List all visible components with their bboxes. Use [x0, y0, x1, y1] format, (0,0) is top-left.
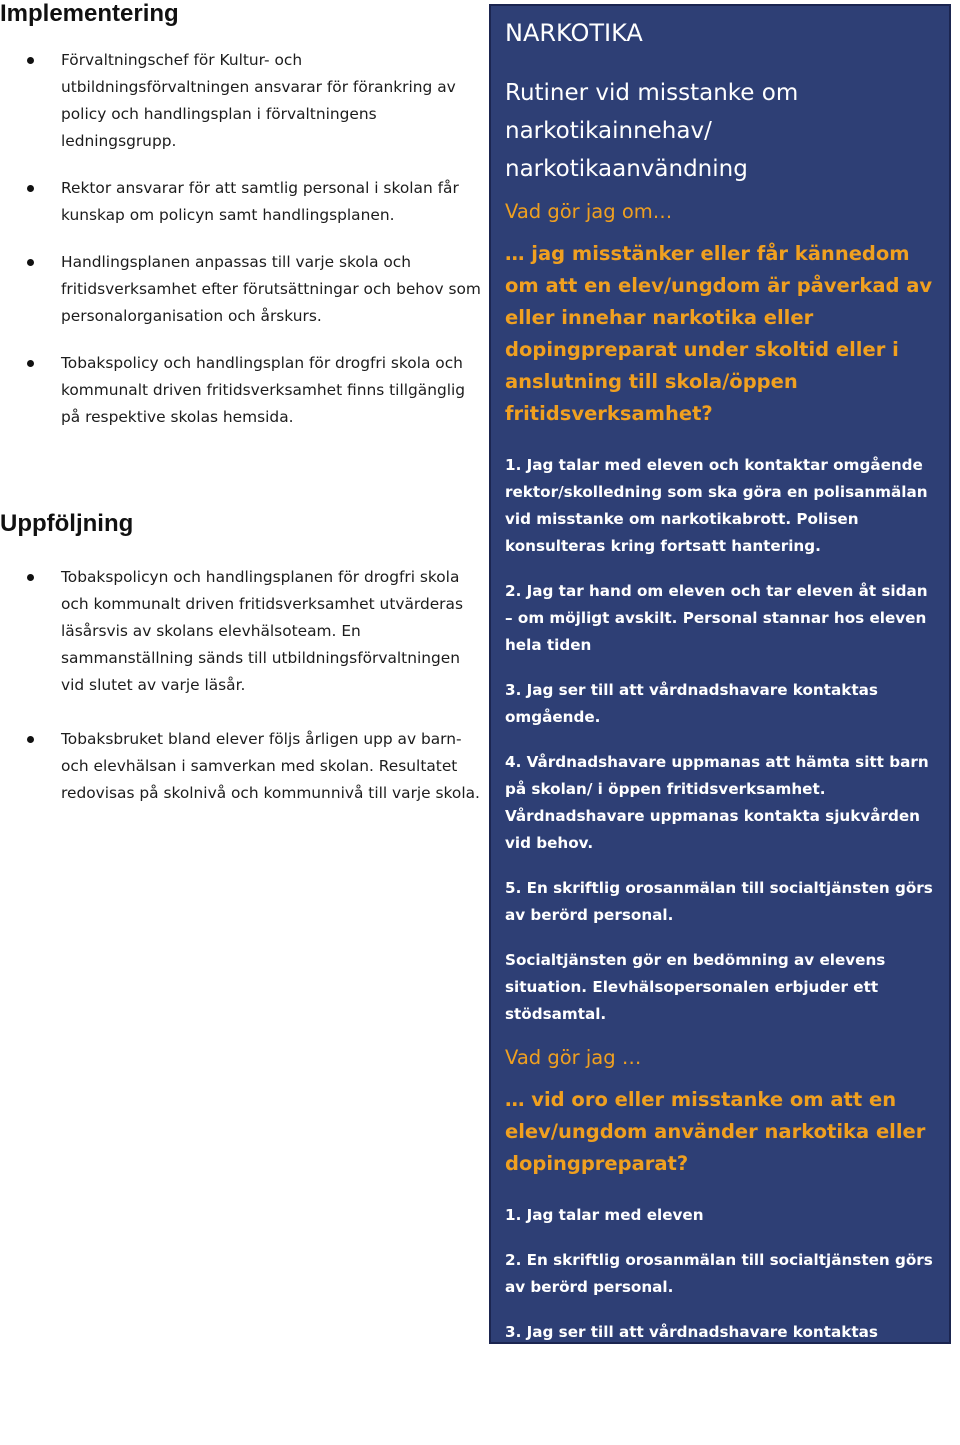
- uppfoljning-heading: Uppföljning: [0, 510, 134, 537]
- list-item: [0, 47, 485, 155]
- list-item-text: Förvaltningschef för Kultur- och utbildningsförvaltningen ansvarar för förankring av policy och handlingsplan i förvaltningens ledningsgrupp.: [61, 51, 456, 150]
- bullet-icon: [27, 259, 34, 266]
- list-item: [0, 249, 485, 330]
- section2-question: … vid oro eller misstanke om att en elev/ungdom använder narkotika eller dopingpreparat?: [505, 1088, 926, 1175]
- section2-conclusion: Socialtjänsten gör en bedömning av elevens situation. Elevhälsopersonalen erbjuder ett stödsamtal.: [505, 1368, 886, 1440]
- section2-step-2: 2. En skriftlig orosanmälan till socialtjänsten görs av berörd personal.: [505, 1251, 933, 1296]
- list-item-text: Handlingsplanen anpassas till varje skola och fritidsverksamhet efter förutsättningar och behov som personalorganisation och årskurs.: [61, 253, 481, 325]
- list-item-text: Tobaksbruket bland elever följs årligen upp av barn- och elevhälsan i samverkan med skolan. Resultatet redovisas på skolnivå och kommunnivå till varje skola.: [61, 730, 480, 802]
- list-item: [0, 175, 485, 229]
- implementering-list: [0, 47, 485, 451]
- section2-lead: Vad gör jag …: [505, 1046, 642, 1069]
- list-item-text: Rektor ansvarar för att samtlig personal i skolan får kunskap om policyn samt handlingsplanen.: [61, 179, 459, 224]
- section1-step-5: 5. En skriftlig orosanmälan till socialtjänsten görs av berörd personal.: [505, 879, 933, 924]
- section2-step-1: 1. Jag talar med eleven: [505, 1206, 704, 1224]
- uppfoljning-list: [0, 564, 485, 827]
- implementering-heading: Implementering: [0, 0, 179, 27]
- bullet-icon: [27, 57, 34, 64]
- bullet-icon: [27, 185, 34, 192]
- narkotika-panel: [489, 4, 951, 1440]
- list-item-text: Tobakspolicy och handlingsplan för drogfri skola och kommunalt driven fritidsverksamhet finns tillgänglig på respektive skolas hemsida.: [61, 354, 466, 426]
- list-item: [0, 726, 485, 807]
- panel-subtitle: Rutiner vid misstanke om narkotikainnehav/ narkotikaanvändning: [505, 80, 799, 182]
- section1-step-2: 2. Jag tar hand om eleven och tar eleven åt sidan – om möjligt avskilt. Personal stannar hos eleven hela tiden: [505, 582, 928, 654]
- list-item: [0, 564, 485, 699]
- bullet-icon: [27, 736, 34, 743]
- section1-question: … jag misstänker eller får kännedom om att en elev/ungdom är påverkad av eller innehar narkotika eller dopingpreparat under skoltid eller i anslutning till skola/öppen fritidsverksamhet?: [505, 242, 933, 425]
- section2-step-3: 3. Jag ser till att vårdnadshavare kontaktas: [505, 1323, 878, 1341]
- section1-step-1: 1. Jag talar med eleven och kontaktar omgående rektor/skolledning som ska göra en polisanmälan vid misstanke om narkotikabrott. Polisen konsulteras kring fortsatt hantering.: [505, 456, 928, 555]
- bullet-icon: [27, 574, 34, 581]
- section1-lead: Vad gör jag om…: [505, 200, 673, 223]
- section1-step-4: 4. Vårdnadshavare uppmanas att hämta sitt barn på skolan/ i öppen fritidsverksamhet. Vårdnadshavare uppmanas kontakta sjukvården vid behov.: [505, 753, 929, 852]
- panel-title: NARKOTIKA: [505, 19, 643, 47]
- list-item-text: Tobakspolicyn och handlingsplanen för drogfri skola och kommunalt driven fritidsverksamhet utvärderas läsårsvis av skolans elevhälsoteam. En sammanställning sänds till utbildningsförvaltningen vid slutet av varje läsår.: [61, 568, 463, 694]
- section1-step-3: 3. Jag ser till att vårdnadshavare kontaktas omgående.: [505, 681, 878, 726]
- list-item: [0, 350, 485, 431]
- section1-conclusion: Socialtjänsten gör en bedömning av elevens situation. Elevhälsopersonalen erbjuder ett stödsamtal.: [505, 951, 886, 1023]
- bullet-icon: [27, 360, 34, 367]
